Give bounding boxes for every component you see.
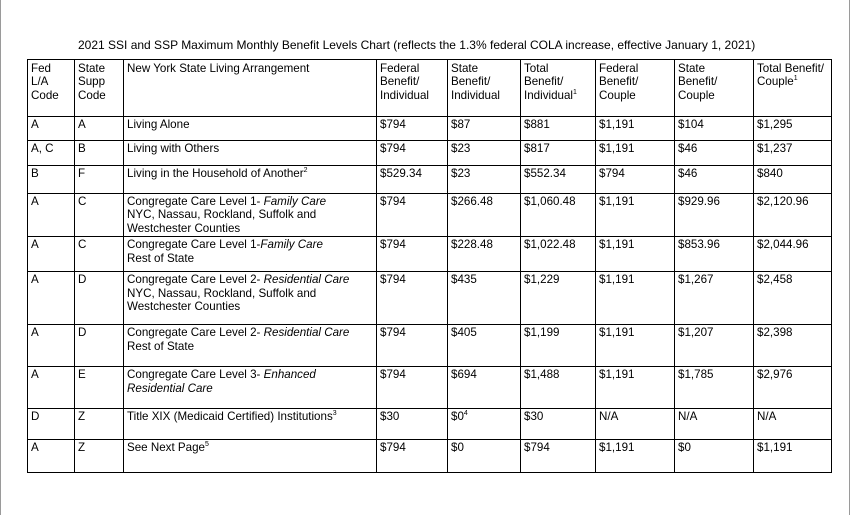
cell-total-benefit-individual: $1,022.48 [521, 237, 596, 272]
cell-state-benefit-individual: $435 [448, 272, 521, 325]
cell-state-benefit-individual: $228.48 [448, 237, 521, 272]
cell-federal-benefit-individual: $794 [377, 440, 448, 473]
table-row [28, 440, 832, 473]
cell-fed-la-code: A [28, 237, 75, 272]
cell-state-benefit-couple: $46 [675, 141, 754, 166]
cell-federal-benefit-couple: $1,191 [596, 141, 675, 166]
header-federal-benefit-individual: Federal Benefit/ Individual [377, 60, 448, 117]
cell-total-benefit-individual: $881 [521, 117, 596, 141]
cell-living-arrangement: Congregate Care Level 1- Family Care NYC, Nassau, Rockland, Suffolk and Westchester Counties [124, 194, 377, 237]
cell-living-arrangement: Congregate Care Level 2- Residential Care NYC, Nassau, Rockland, Suffolk and Westchester Counties [124, 272, 377, 325]
cell-federal-benefit-individual: $794 [377, 367, 448, 409]
cell-federal-benefit-individual: $794 [377, 325, 448, 367]
cell-living-arrangement: Living in the Household of Another$^2$ [124, 166, 377, 194]
cell-total-benefit-individual: $1,199 [521, 325, 596, 367]
cell-state-benefit-couple: $46 [675, 166, 754, 194]
cell-living-arrangement: See Next Page$^5$ [124, 440, 377, 473]
footnote-marker: 4 [463, 410, 468, 418]
footnote-marker: 3 [332, 410, 337, 418]
cell-state-supp-code: F [75, 166, 124, 194]
header-living-arrangement: New York State Living Arrangement [124, 60, 377, 117]
cell-federal-benefit-individual: $794 [377, 237, 448, 272]
cell-total-benefit-couple: $1,191 [754, 440, 832, 473]
header-total-benefit-couple: Total Benefit/ Couple$^1$ [754, 60, 832, 117]
cell-fed-la-code: D [28, 409, 75, 440]
table-row [28, 141, 832, 166]
table-row [28, 117, 832, 141]
cell-total-benefit-couple: $840 [754, 166, 832, 194]
cell-total-benefit-couple: $2,398 [754, 325, 832, 367]
table-row [28, 325, 832, 367]
cell-federal-benefit-couple: $1,191 [596, 117, 675, 141]
header-federal-benefit-couple: Federal Benefit/ Couple [596, 60, 675, 117]
cell-state-supp-code: D [75, 325, 124, 367]
cell-fed-la-code: A [28, 194, 75, 237]
cell-state-benefit-individual: $23 [448, 141, 521, 166]
cell-state-benefit-couple: $1,207 [675, 325, 754, 367]
cell-living-arrangement: Title XIX (Medicaid Certified) Institutions$^3$ [124, 409, 377, 440]
header-state-benefit-couple: State Benefit/ Couple [675, 60, 754, 117]
cell-state-benefit-individual: $0$^4$ [448, 409, 521, 440]
cell-living-arrangement: Congregate Care Level 1-Family Care Rest of State [124, 237, 377, 272]
header-total-benefit-individual: Total Benefit/ Individual$^1$ [521, 60, 596, 117]
cell-total-benefit-couple: $2,976 [754, 367, 832, 409]
cell-living-arrangement: Congregate Care Level 3- Enhanced Residential Care [124, 367, 377, 409]
cell-fed-la-code: A [28, 440, 75, 473]
cell-state-benefit-couple: $0 [675, 440, 754, 473]
cell-federal-benefit-couple: $1,191 [596, 440, 675, 473]
cell-living-arrangement: Living Alone [124, 117, 377, 141]
cell-state-supp-code: C [75, 237, 124, 272]
footnote-marker: 2 [303, 167, 308, 175]
table-row [28, 237, 832, 272]
cell-federal-benefit-couple: $1,191 [596, 367, 675, 409]
cell-fed-la-code: A [28, 117, 75, 141]
cell-federal-benefit-couple: N/A [596, 409, 675, 440]
cell-federal-benefit-individual: $529.34 [377, 166, 448, 194]
cell-state-benefit-individual: $266.48 [448, 194, 521, 237]
cell-state-benefit-individual: $0 [448, 440, 521, 473]
chart-title: 2021 SSI and SSP Maximum Monthly Benefit Levels Chart (reflects the 1.3% federal COLA increase, effective January 1, 2021) [78, 38, 756, 52]
cell-total-benefit-individual: $1,229 [521, 272, 596, 325]
cell-federal-benefit-couple: $1,191 [596, 194, 675, 237]
cell-state-supp-code: B [75, 141, 124, 166]
header-fed-la-code: Fed L/A Code [28, 60, 75, 117]
header-state-supp-code: State Supp Code [75, 60, 124, 117]
cell-state-benefit-individual: $23 [448, 166, 521, 194]
cell-federal-benefit-couple: $794 [596, 166, 675, 194]
cell-state-supp-code: Z [75, 440, 124, 473]
cell-state-benefit-couple: $1,267 [675, 272, 754, 325]
cell-total-benefit-couple: $2,120.96 [754, 194, 832, 237]
table-row [28, 367, 832, 409]
cell-fed-la-code: A [28, 325, 75, 367]
cell-total-benefit-individual: $817 [521, 141, 596, 166]
cell-fed-la-code: B [28, 166, 75, 194]
cell-state-benefit-individual: $694 [448, 367, 521, 409]
cell-living-arrangement: Congregate Care Level 2- Residential Care Rest of State [124, 325, 377, 367]
cell-federal-benefit-couple: $1,191 [596, 272, 675, 325]
cell-state-supp-code: E [75, 367, 124, 409]
cell-federal-benefit-individual: $794 [377, 194, 448, 237]
cell-total-benefit-couple: $2,044.96 [754, 237, 832, 272]
cell-total-benefit-individual: $794 [521, 440, 596, 473]
cell-fed-la-code: A [28, 367, 75, 409]
cell-state-supp-code: Z [75, 409, 124, 440]
footnote-marker: 1 [573, 88, 577, 96]
cell-total-benefit-individual: $552.34 [521, 166, 596, 194]
cell-state-supp-code: D [75, 272, 124, 325]
cell-total-benefit-individual: $1,488 [521, 367, 596, 409]
cell-total-benefit-individual: $1,060.48 [521, 194, 596, 237]
cell-state-benefit-individual: $87 [448, 117, 521, 141]
cell-federal-benefit-couple: $1,191 [596, 325, 675, 367]
cell-state-supp-code: A [75, 117, 124, 141]
cell-total-benefit-couple: N/A [754, 409, 832, 440]
cell-state-benefit-couple: $1,785 [675, 367, 754, 409]
table-row [28, 194, 832, 237]
header-state-benefit-individual: State Benefit/ Individual [448, 60, 521, 117]
cell-federal-benefit-individual: $794 [377, 117, 448, 141]
cell-living-arrangement: Living with Others [124, 141, 377, 166]
cell-fed-la-code: A, C [28, 141, 75, 166]
table-row [28, 166, 832, 194]
cell-federal-benefit-individual: $30 [377, 409, 448, 440]
cell-state-benefit-couple: $929.96 [675, 194, 754, 237]
table-row [28, 409, 832, 440]
cell-state-supp-code: C [75, 194, 124, 237]
header-row [28, 60, 832, 117]
table-row [28, 272, 832, 325]
cell-total-benefit-individual: $30 [521, 409, 596, 440]
footnote-marker: 5 [205, 441, 209, 449]
benefit-levels-table [27, 59, 832, 473]
cell-total-benefit-couple: $2,458 [754, 272, 832, 325]
cell-total-benefit-couple: $1,237 [754, 141, 832, 166]
cell-federal-benefit-couple: $1,191 [596, 237, 675, 272]
cell-fed-la-code: A [28, 272, 75, 325]
cell-federal-benefit-individual: $794 [377, 272, 448, 325]
footnote-marker: 1 [793, 75, 798, 83]
cell-state-benefit-couple: $104 [675, 117, 754, 141]
cell-total-benefit-couple: $1,295 [754, 117, 832, 141]
cell-federal-benefit-individual: $794 [377, 141, 448, 166]
cell-state-benefit-couple: N/A [675, 409, 754, 440]
cell-state-benefit-individual: $405 [448, 325, 521, 367]
cell-state-benefit-couple: $853.96 [675, 237, 754, 272]
